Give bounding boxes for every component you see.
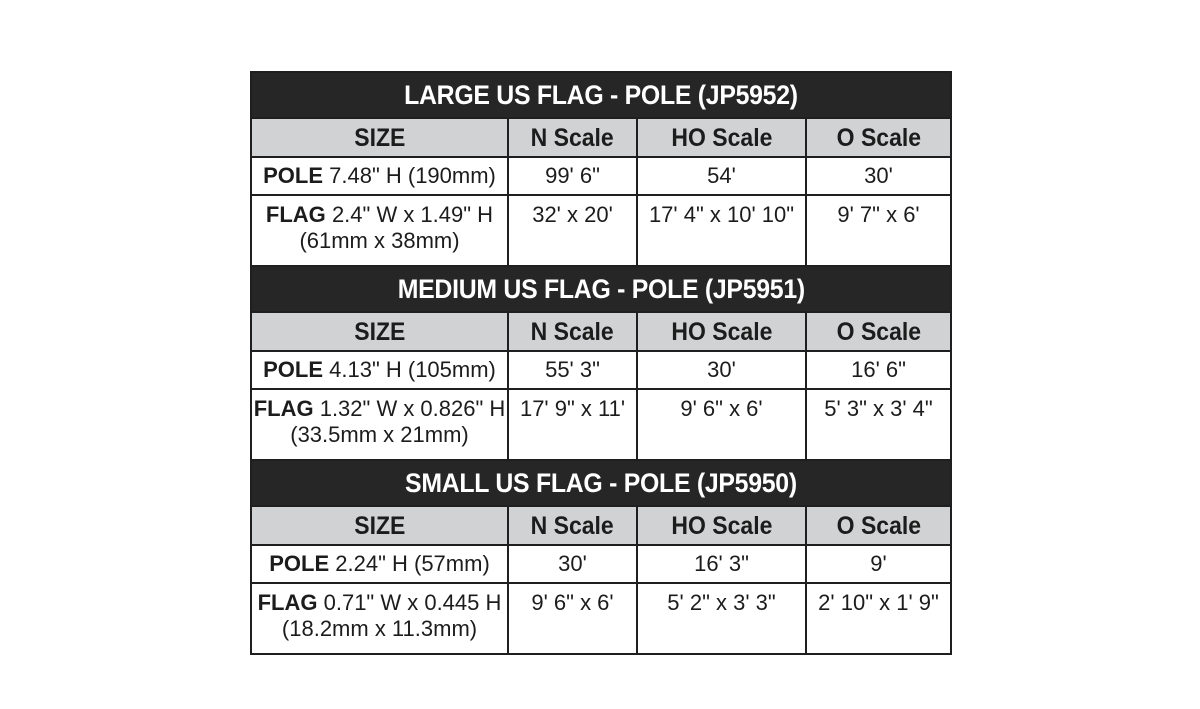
- pole-size-cell: [251, 157, 508, 195]
- pole-n-scale: 30': [508, 545, 637, 583]
- flag-size-cell: [251, 583, 508, 654]
- section-title: LARGE US FLAG - POLE (JP5952): [251, 72, 951, 118]
- flag-row: [251, 195, 951, 266]
- ho-scale-column-header: HO Scale: [637, 506, 806, 545]
- size-column-header: SIZE: [251, 118, 508, 157]
- section-title: SMALL US FLAG - POLE (JP5950): [251, 460, 951, 506]
- pole-size: 4.13" H (105mm): [329, 357, 496, 382]
- flag-size-cell: [251, 195, 508, 266]
- pole-ho-scale: 16' 3": [637, 545, 806, 583]
- flag-size: 1.32" W x 0.826" H (33.5mm x 21mm): [290, 396, 506, 447]
- flag-size: 2.4" W x 1.49" H (61mm x 38mm): [299, 202, 494, 253]
- pole-o-scale: 30': [806, 157, 951, 195]
- pole-ho-scale: 54': [637, 157, 806, 195]
- pole-size: 2.24" H (57mm): [335, 551, 490, 576]
- section-title-row: [251, 460, 951, 506]
- pole-label: POLE: [269, 551, 330, 576]
- n-scale-column-header: N Scale: [508, 312, 637, 351]
- pole-size-cell: [251, 545, 508, 583]
- flag-label: FLAG: [253, 396, 314, 421]
- pole-row: [251, 351, 951, 389]
- flag-n-scale: 9' 6" x 6': [508, 583, 637, 654]
- pole-label: POLE: [263, 163, 323, 188]
- pole-n-scale: 99' 6": [508, 157, 637, 195]
- column-header-row: [251, 506, 951, 545]
- flag-size-cell: [251, 389, 508, 460]
- column-header-row: [251, 312, 951, 351]
- pole-ho-scale: 30': [637, 351, 806, 389]
- n-scale-column-header: N Scale: [508, 506, 637, 545]
- section-title: MEDIUM US FLAG - POLE (JP5951): [251, 266, 951, 312]
- o-scale-column-header: O Scale: [806, 506, 951, 545]
- pole-row: [251, 545, 951, 583]
- flag-row: [251, 583, 951, 654]
- pole-label: POLE: [263, 357, 323, 382]
- flag-row: [251, 389, 951, 460]
- ho-scale-column-header: HO Scale: [637, 118, 806, 157]
- pole-row: [251, 157, 951, 195]
- size-column-header: SIZE: [251, 506, 508, 545]
- pole-o-scale: 9': [806, 545, 951, 583]
- flag-o-scale: 2' 10" x 1' 9": [806, 583, 951, 654]
- flag-pole-size-table: [250, 71, 952, 655]
- size-column-header: SIZE: [251, 312, 508, 351]
- flag-size: 0.71" W x 0.445 H (18.2mm x 11.3mm): [281, 590, 502, 641]
- section-title-row: [251, 266, 951, 312]
- ho-scale-column-header: HO Scale: [637, 312, 806, 351]
- o-scale-column-header: O Scale: [806, 118, 951, 157]
- pole-size-cell: [251, 351, 508, 389]
- pole-size: 7.48" H (190mm): [329, 163, 496, 188]
- o-scale-column-header: O Scale: [806, 312, 951, 351]
- n-scale-column-header: N Scale: [508, 118, 637, 157]
- flag-n-scale: 17' 9" x 11': [508, 389, 637, 460]
- flag-o-scale: 5' 3" x 3' 4": [806, 389, 951, 460]
- column-header-row: [251, 118, 951, 157]
- flag-ho-scale: 17' 4" x 10' 10": [637, 195, 806, 266]
- flag-label: FLAG: [257, 590, 318, 615]
- flag-label: FLAG: [265, 202, 326, 227]
- flag-ho-scale: 5' 2" x 3' 3": [637, 583, 806, 654]
- section-title-row: [251, 72, 951, 118]
- flag-o-scale: 9' 7" x 6': [806, 195, 951, 266]
- pole-n-scale: 55' 3": [508, 351, 637, 389]
- flag-ho-scale: 9' 6" x 6': [637, 389, 806, 460]
- pole-o-scale: 16' 6": [806, 351, 951, 389]
- flag-n-scale: 32' x 20': [508, 195, 637, 266]
